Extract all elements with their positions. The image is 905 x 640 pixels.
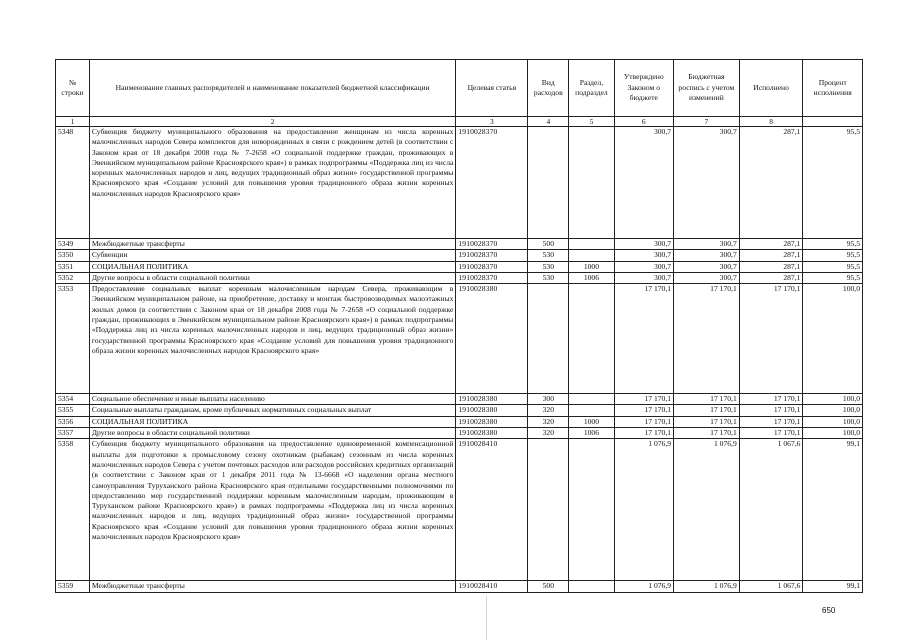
row-name: Другие вопросы в области социальной политики <box>89 272 456 283</box>
row-percent: 100,0 <box>803 394 863 405</box>
row-expense-type: 500 <box>528 581 569 592</box>
row-expense-type: 320 <box>528 428 569 439</box>
row-expense-type: 500 <box>528 239 569 250</box>
row-name: Другие вопросы в области социальной политики <box>89 428 456 439</box>
table-row <box>56 127 863 239</box>
column-number-9 <box>803 117 863 127</box>
header-executed: Исполнено <box>739 60 803 117</box>
row-executed: 17 170,1 <box>739 416 803 427</box>
row-expense-type: 530 <box>528 272 569 283</box>
row-percent: 100,0 <box>803 428 863 439</box>
table-row <box>56 405 863 416</box>
row-section <box>569 394 614 405</box>
header-expense-type: Вид расходов <box>528 60 569 117</box>
row-executed: 287,1 <box>739 272 803 283</box>
row-number: 5354 <box>56 394 90 405</box>
row-target-article: 1910028380 <box>456 394 528 405</box>
row-section <box>569 284 614 394</box>
row-budget-list: 1 076,9 <box>674 439 740 581</box>
row-budget-list: 300,7 <box>674 272 740 283</box>
table-row <box>56 239 863 250</box>
row-target-article: 1910028380 <box>456 284 528 394</box>
row-number: 5352 <box>56 272 90 283</box>
row-target-article: 1910028380 <box>456 416 528 427</box>
header-percent: Процент исполнения <box>803 60 863 117</box>
row-target-article: 1910028370 <box>456 250 528 261</box>
row-executed: 287,1 <box>739 127 803 239</box>
row-name: СОЦИАЛЬНАЯ ПОЛИТИКА <box>89 261 456 272</box>
row-expense-type: 300 <box>528 394 569 405</box>
column-number-7: 7 <box>674 117 740 127</box>
row-target-article: 1910028380 <box>456 405 528 416</box>
table-row <box>56 394 863 405</box>
row-number: 5348 <box>56 127 90 239</box>
row-budget-list: 17 170,1 <box>674 394 740 405</box>
column-number-3: 3 <box>456 117 528 127</box>
row-target-article: 1910028380 <box>456 428 528 439</box>
page-number: 650 <box>822 606 836 615</box>
row-section <box>569 250 614 261</box>
column-number-1: 1 <box>56 117 90 127</box>
row-percent: 95,5 <box>803 250 863 261</box>
row-executed: 287,1 <box>739 261 803 272</box>
column-number-2: 2 <box>89 117 456 127</box>
row-approved: 300,7 <box>614 250 674 261</box>
row-section: 1000 <box>569 261 614 272</box>
row-budget-list: 17 170,1 <box>674 416 740 427</box>
budget-execution-table <box>55 59 863 593</box>
row-approved: 1 076,9 <box>614 581 674 592</box>
row-target-article: 1910028370 <box>456 127 528 239</box>
row-number: 5349 <box>56 239 90 250</box>
row-approved: 17 170,1 <box>614 394 674 405</box>
row-name: Субвенция бюджету муниципального образования на предоставление единовременной компенсационной выплаты для подготовки к промысловому сезону охотникам (рыбакам) сезонным из числа коренных малочисленных народов Севера с учетом почтовых расходов или расходов российских кредитных организаций (в соответствии с Законом края от 1 декабря 2011 года № 13-6668 «О наделении органа местного самоуправления Туруханского района Красноярского края отдельными государственными полномочиями по предоставлению мер государственной поддержки коренным малочисленным народам, проживающим в Туруханском районе Красноярского края») в рамках подпрограммы «Поддержка лиц из числа коренных малочисленных народов и лиц, ведущих традиционный образ жизни» государственной программы Красноярского края «Создание условий для повышения уровня традиционного образа жизни коренных малочисленных народов Красноярского края» <box>89 439 456 581</box>
table-row <box>56 439 863 581</box>
row-number: 5358 <box>56 439 90 581</box>
row-percent: 95,5 <box>803 272 863 283</box>
table-row <box>56 416 863 427</box>
row-approved: 17 170,1 <box>614 405 674 416</box>
row-number: 5357 <box>56 428 90 439</box>
row-section: 1000 <box>569 416 614 427</box>
row-percent: 100,0 <box>803 416 863 427</box>
row-budget-list: 17 170,1 <box>674 405 740 416</box>
row-name: СОЦИАЛЬНАЯ ПОЛИТИКА <box>89 416 456 427</box>
row-budget-list: 300,7 <box>674 127 740 239</box>
row-name: Межбюджетные трансферты <box>89 239 456 250</box>
row-expense-type: 530 <box>528 250 569 261</box>
table-row <box>56 428 863 439</box>
row-executed: 17 170,1 <box>739 394 803 405</box>
row-approved: 300,7 <box>614 127 674 239</box>
row-percent: 95,5 <box>803 127 863 239</box>
row-budget-list: 17 170,1 <box>674 284 740 394</box>
row-number: 5355 <box>56 405 90 416</box>
row-target-article: 1910028410 <box>456 581 528 592</box>
row-target-article: 1910028370 <box>456 261 528 272</box>
row-section <box>569 581 614 592</box>
scan-fold-line <box>486 596 487 640</box>
row-name: Социальные выплаты гражданам, кроме публичных нормативных социальных выплат <box>89 405 456 416</box>
column-number-6: 6 <box>614 117 674 127</box>
header-target-article: Целевая статья <box>456 60 528 117</box>
header-budget-list: Бюджетная роспись с учетом изменений <box>674 60 740 117</box>
row-section <box>569 239 614 250</box>
row-executed: 287,1 <box>739 239 803 250</box>
row-approved: 300,7 <box>614 272 674 283</box>
table-row <box>56 250 863 261</box>
row-executed: 17 170,1 <box>739 405 803 416</box>
row-expense-type <box>528 439 569 581</box>
row-executed: 1 067,6 <box>739 439 803 581</box>
row-budget-list: 1 076,9 <box>674 581 740 592</box>
table-header-row <box>56 60 863 117</box>
row-approved: 1 076,9 <box>614 439 674 581</box>
column-number-5: 5 <box>569 117 614 127</box>
row-expense-type: 320 <box>528 416 569 427</box>
row-section <box>569 439 614 581</box>
table-row <box>56 261 863 272</box>
row-expense-type: 320 <box>528 405 569 416</box>
header-approved: Утверждено Законом о бюджете <box>614 60 674 117</box>
header-name: Наименование главных распорядителей и наименование показателей бюджетной классификации <box>89 60 456 117</box>
row-approved: 17 170,1 <box>614 428 674 439</box>
row-name: Субвенция бюджету муниципального образования на предоставление женщинам из числа коренных малочисленных народов Севера комплектов для новорожденных в связи с рождением детей (в соответствии с Законом края от 18 декабря 2008 года № 7-2658 «О социальной поддержке граждан, проживающих в Эвенкийском муниципальном районе Красноярского края») в рамках подпрограммы «Поддержка лиц из числа коренных малочисленных народов и лиц, ведущих традиционный образ жизни» государственной программы Красноярского края «Создание условий для повышения уровня традиционного образа жизни коренных малочисленных народов Красноярского края» <box>89 127 456 239</box>
row-budget-list: 17 170,1 <box>674 428 740 439</box>
row-budget-list: 300,7 <box>674 239 740 250</box>
column-number-row <box>56 117 863 127</box>
row-percent: 99,1 <box>803 439 863 581</box>
row-name: Субвенции <box>89 250 456 261</box>
row-approved: 17 170,1 <box>614 416 674 427</box>
row-section: 1006 <box>569 272 614 283</box>
row-approved: 300,7 <box>614 239 674 250</box>
row-target-article: 1910028410 <box>456 439 528 581</box>
row-target-article: 1910028370 <box>456 272 528 283</box>
row-expense-type: 530 <box>528 261 569 272</box>
row-percent: 95,5 <box>803 239 863 250</box>
row-name: Предоставление социальных выплат коренным малочисленным народам Севера, проживающим в Эвенкийском муниципальном районе, на приобретение, доставку и монтаж быстровозводимых малоэтажных жилых домов (в соответствии с Законом края от 18 декабря 2008 года № 7-2658 «О социальной поддержке граждан, проживающих в Эвенкийском муниципальном районе Красноярского края») в рамках подпрограммы «Поддержка лиц из числа коренных малочисленных народов и лиц, ведущих традиционный образ жизни» государственной программы Красноярского края «Создание условий для повышения уровня традиционного образа жизни коренных малочисленных народов Красноярского края» <box>89 284 456 394</box>
row-expense-type <box>528 127 569 239</box>
table-row <box>56 272 863 283</box>
column-number-4: 4 <box>528 117 569 127</box>
row-percent: 99,1 <box>803 581 863 592</box>
row-percent: 95,5 <box>803 261 863 272</box>
column-number-8: 8 <box>739 117 803 127</box>
table-row <box>56 581 863 592</box>
row-executed: 287,1 <box>739 250 803 261</box>
row-percent: 100,0 <box>803 284 863 394</box>
table-row <box>56 284 863 394</box>
row-number: 5356 <box>56 416 90 427</box>
row-executed: 17 170,1 <box>739 428 803 439</box>
row-budget-list: 300,7 <box>674 261 740 272</box>
row-section <box>569 127 614 239</box>
row-percent: 100,0 <box>803 405 863 416</box>
row-number: 5351 <box>56 261 90 272</box>
header-row-number: № строки <box>56 60 90 117</box>
row-executed: 1 067,6 <box>739 581 803 592</box>
row-number: 5359 <box>56 581 90 592</box>
row-approved: 17 170,1 <box>614 284 674 394</box>
row-section: 1006 <box>569 428 614 439</box>
row-number: 5350 <box>56 250 90 261</box>
row-section <box>569 405 614 416</box>
row-name: Социальное обеспечение и иные выплаты населению <box>89 394 456 405</box>
row-approved: 300,7 <box>614 261 674 272</box>
row-executed: 17 170,1 <box>739 284 803 394</box>
row-name: Межбюджетные трансферты <box>89 581 456 592</box>
row-budget-list: 300,7 <box>674 250 740 261</box>
row-target-article: 1910028370 <box>456 239 528 250</box>
row-number: 5353 <box>56 284 90 394</box>
header-section: Раздел, подраздел <box>569 60 614 117</box>
row-expense-type <box>528 284 569 394</box>
